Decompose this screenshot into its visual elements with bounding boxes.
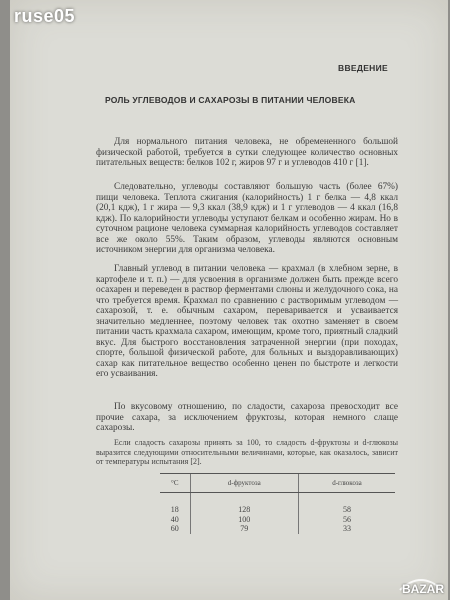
- table-cell: 60: [170, 524, 179, 533]
- book-page: [10, 0, 448, 600]
- table-cell: 56: [298, 515, 395, 525]
- table-cell: 18: [170, 505, 179, 514]
- table-header-temp: °С: [160, 474, 190, 493]
- table-cell: 79: [190, 524, 298, 534]
- table-cell: 33: [298, 524, 395, 534]
- paragraph-1: Для нормального питания человека, не обремененного большой физической работой, требуется в сутки следующее количество основных питательных веществ: белков 102 г, жиров 97 г и углеводов 410 г [1].: [96, 137, 398, 168]
- table-cell: 100: [190, 515, 298, 525]
- paragraph-4: По вкусовому отношению, по сладости, сахароза превосходит все прочие сахара, за исключением фруктозы, которая немного слаще сахарозы.: [96, 402, 398, 433]
- table-cell: 40: [170, 514, 179, 524]
- section-label: ВВЕДЕНИЕ: [338, 63, 388, 73]
- table-row: [160, 493, 395, 515]
- table-row: [160, 524, 395, 534]
- table-header-glucose: d-глюкоза: [298, 474, 395, 493]
- table-row: [160, 515, 395, 525]
- paragraph-2: Следовательно, углеводы составляют большую часть (более 67%) пищи человека. Теплота сжигания (калорийность) 1 г белка — 4,8 ккал (20,1 кдж), 1 г жира — 9,3 ккал (38,9 кдж) и 1 г углеводов — 4 ккал (16,8 кдж). По калорийности углеводы уступают белкам и особенно жирам. Но в суточном рационе человека суммарная калорийность углеводов составляет все же около 55%. Таким образом, углеводы являются основным источником энергии для организма человека.: [96, 182, 398, 255]
- bazar-logo-text: BAZAR: [402, 582, 444, 596]
- table-cell: 58: [298, 493, 395, 515]
- chapter-title: РОЛЬ УГЛЕВОДОВ И САХАРОЗЫ В ПИТАНИИ ЧЕЛОВЕКА: [105, 95, 356, 105]
- watermark: ruse05: [14, 6, 76, 26]
- sweetness-table: [160, 473, 395, 534]
- paragraph-3: Главный углевод в питании человека — крахмал (в хлебном зерне, в картофеле и т. п.) — для усвоения в организме должен быть прежде всего осахарен и переведен в раствор ферментами слюны и желудочного сока, на что требуется время. Крахмал по сравнению с растворимым углеводом — сахарозой, т. е. обычным сахаром, переваривается и усваивается значительно медленнее, поэтому человек так охотно заменяет в своем питании часть крахмала сахаром, имеющим, кроме того, приятный сладкий вкус. Для быстрого восстановления затраченной энергии (при походах, спорте, большой физической работе, для больных и выздоравливающих) сахар как питательное вещество особенно ценен по быстроте и легкости его усваивания.: [96, 264, 398, 379]
- table-cell: 128: [190, 493, 298, 515]
- table-intro-note: Если сладость сахарозы принять за 100, то сладость d-фруктозы и d-глюкозы выразится следующими относительными величинами, которые, как оказалось, зависит от температуры испытания [2].: [96, 438, 398, 466]
- table-header-fructose: d-фруктоза: [190, 474, 298, 493]
